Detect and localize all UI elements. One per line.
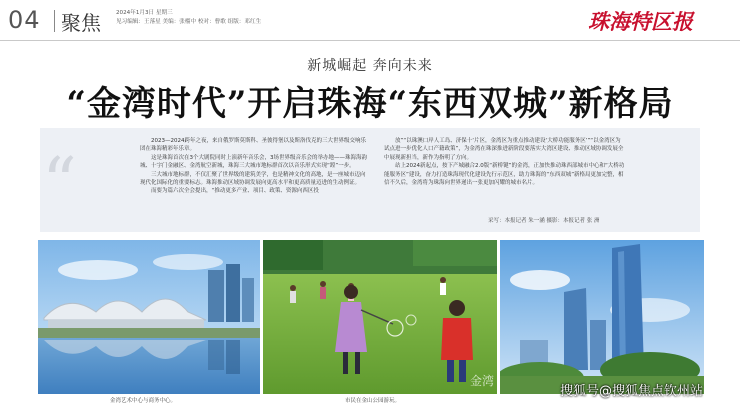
paragraph: 而要为篇六次全会提出，“推动更多产业、项目、政策、资源向西区投 — [151, 188, 319, 195]
watermark-source: 搜狐号@搜狐焦点钦州站 — [560, 384, 704, 399]
photo-art-center — [38, 240, 260, 394]
photo-caption: 金湾艺术中心与商务中心。 — [110, 398, 177, 404]
page-number: 04 — [8, 6, 41, 34]
paragraph: 这是珠海首次在3个大剧院同时上演新年音乐会，3场世界级音乐会的举办地——珠海海韵城、十字门金融区、金湾航空新城，珠海三大城市地标群首次以音乐形式实现“蹚”一步。 — [140, 154, 368, 170]
newspaper-logo: 珠海特区报 — [588, 9, 693, 34]
watermark-small: 金湾 — [470, 374, 495, 388]
issue-date: 2024年1月3日 星期三 — [116, 10, 173, 16]
article-column-2 — [384, 137, 626, 187]
issue-meta — [116, 9, 261, 27]
section-title: 聚焦 — [61, 11, 101, 35]
article-subtitle: 新城崛起 奔向未来 — [307, 58, 433, 74]
photo-towers — [500, 240, 704, 394]
paragraph: 2023—2024跨年之夜，来自俄罗斯莫斯科、圣彼得堡以及斯洛伐克的三大世界级交响乐团在珠海精彩年乐章。 — [140, 138, 366, 153]
article-column-1 — [140, 137, 370, 196]
header-rule — [0, 40, 740, 41]
header-divider — [54, 10, 55, 32]
article-byline: 采写：本报记者 朱一涵 摄影：本报记者 张 洲 — [488, 218, 600, 224]
photo-park — [263, 240, 497, 394]
paragraph: 三大城市地标群，不仅汇聚了世界级的建筑美学，也是精神文化的高地，是一座城市迈向现代化国际化的重要标志。珠海推动区域协调发展向更高水平和更高质量迈进的生动例证。 — [140, 171, 366, 187]
issue-credits: 见习编辑：王落星 美编：张榴中 校对：曹歌 组版：邓红生 — [116, 19, 262, 25]
paragraph: 放”“以珠澳口岸人工岛、济保十‘片区，金湾区为重点推动建设‘大桥功能服务区’”“以金湾区为试点进一步优化人口产籍政策”，为金湾在珠深推进新阶段要落实大湾区建设、推动区域协调发展全中展现新担当，新作为指明了方向。 — [384, 138, 624, 161]
photo-caption: 市民在金山公园游玩。 — [345, 398, 401, 404]
paragraph: 站上2024新起点，按下产城融合2.0版“新桥键”的金湾，正加快推动珠西部城市中心和“大桥功能服务区”建设，奋力打造珠海现代化建设先行示范区，助力珠海的“东西双城”新格局更加完整，相信不久后，金湾将为珠海向世界递出一张更加闪耀的城市名片。 — [384, 163, 625, 187]
article-headline: “金湾时代”开启珠海“东西双城”新格局 — [66, 84, 674, 124]
quote-mark-icon: “ — [42, 144, 77, 223]
page-header — [0, 0, 740, 40]
